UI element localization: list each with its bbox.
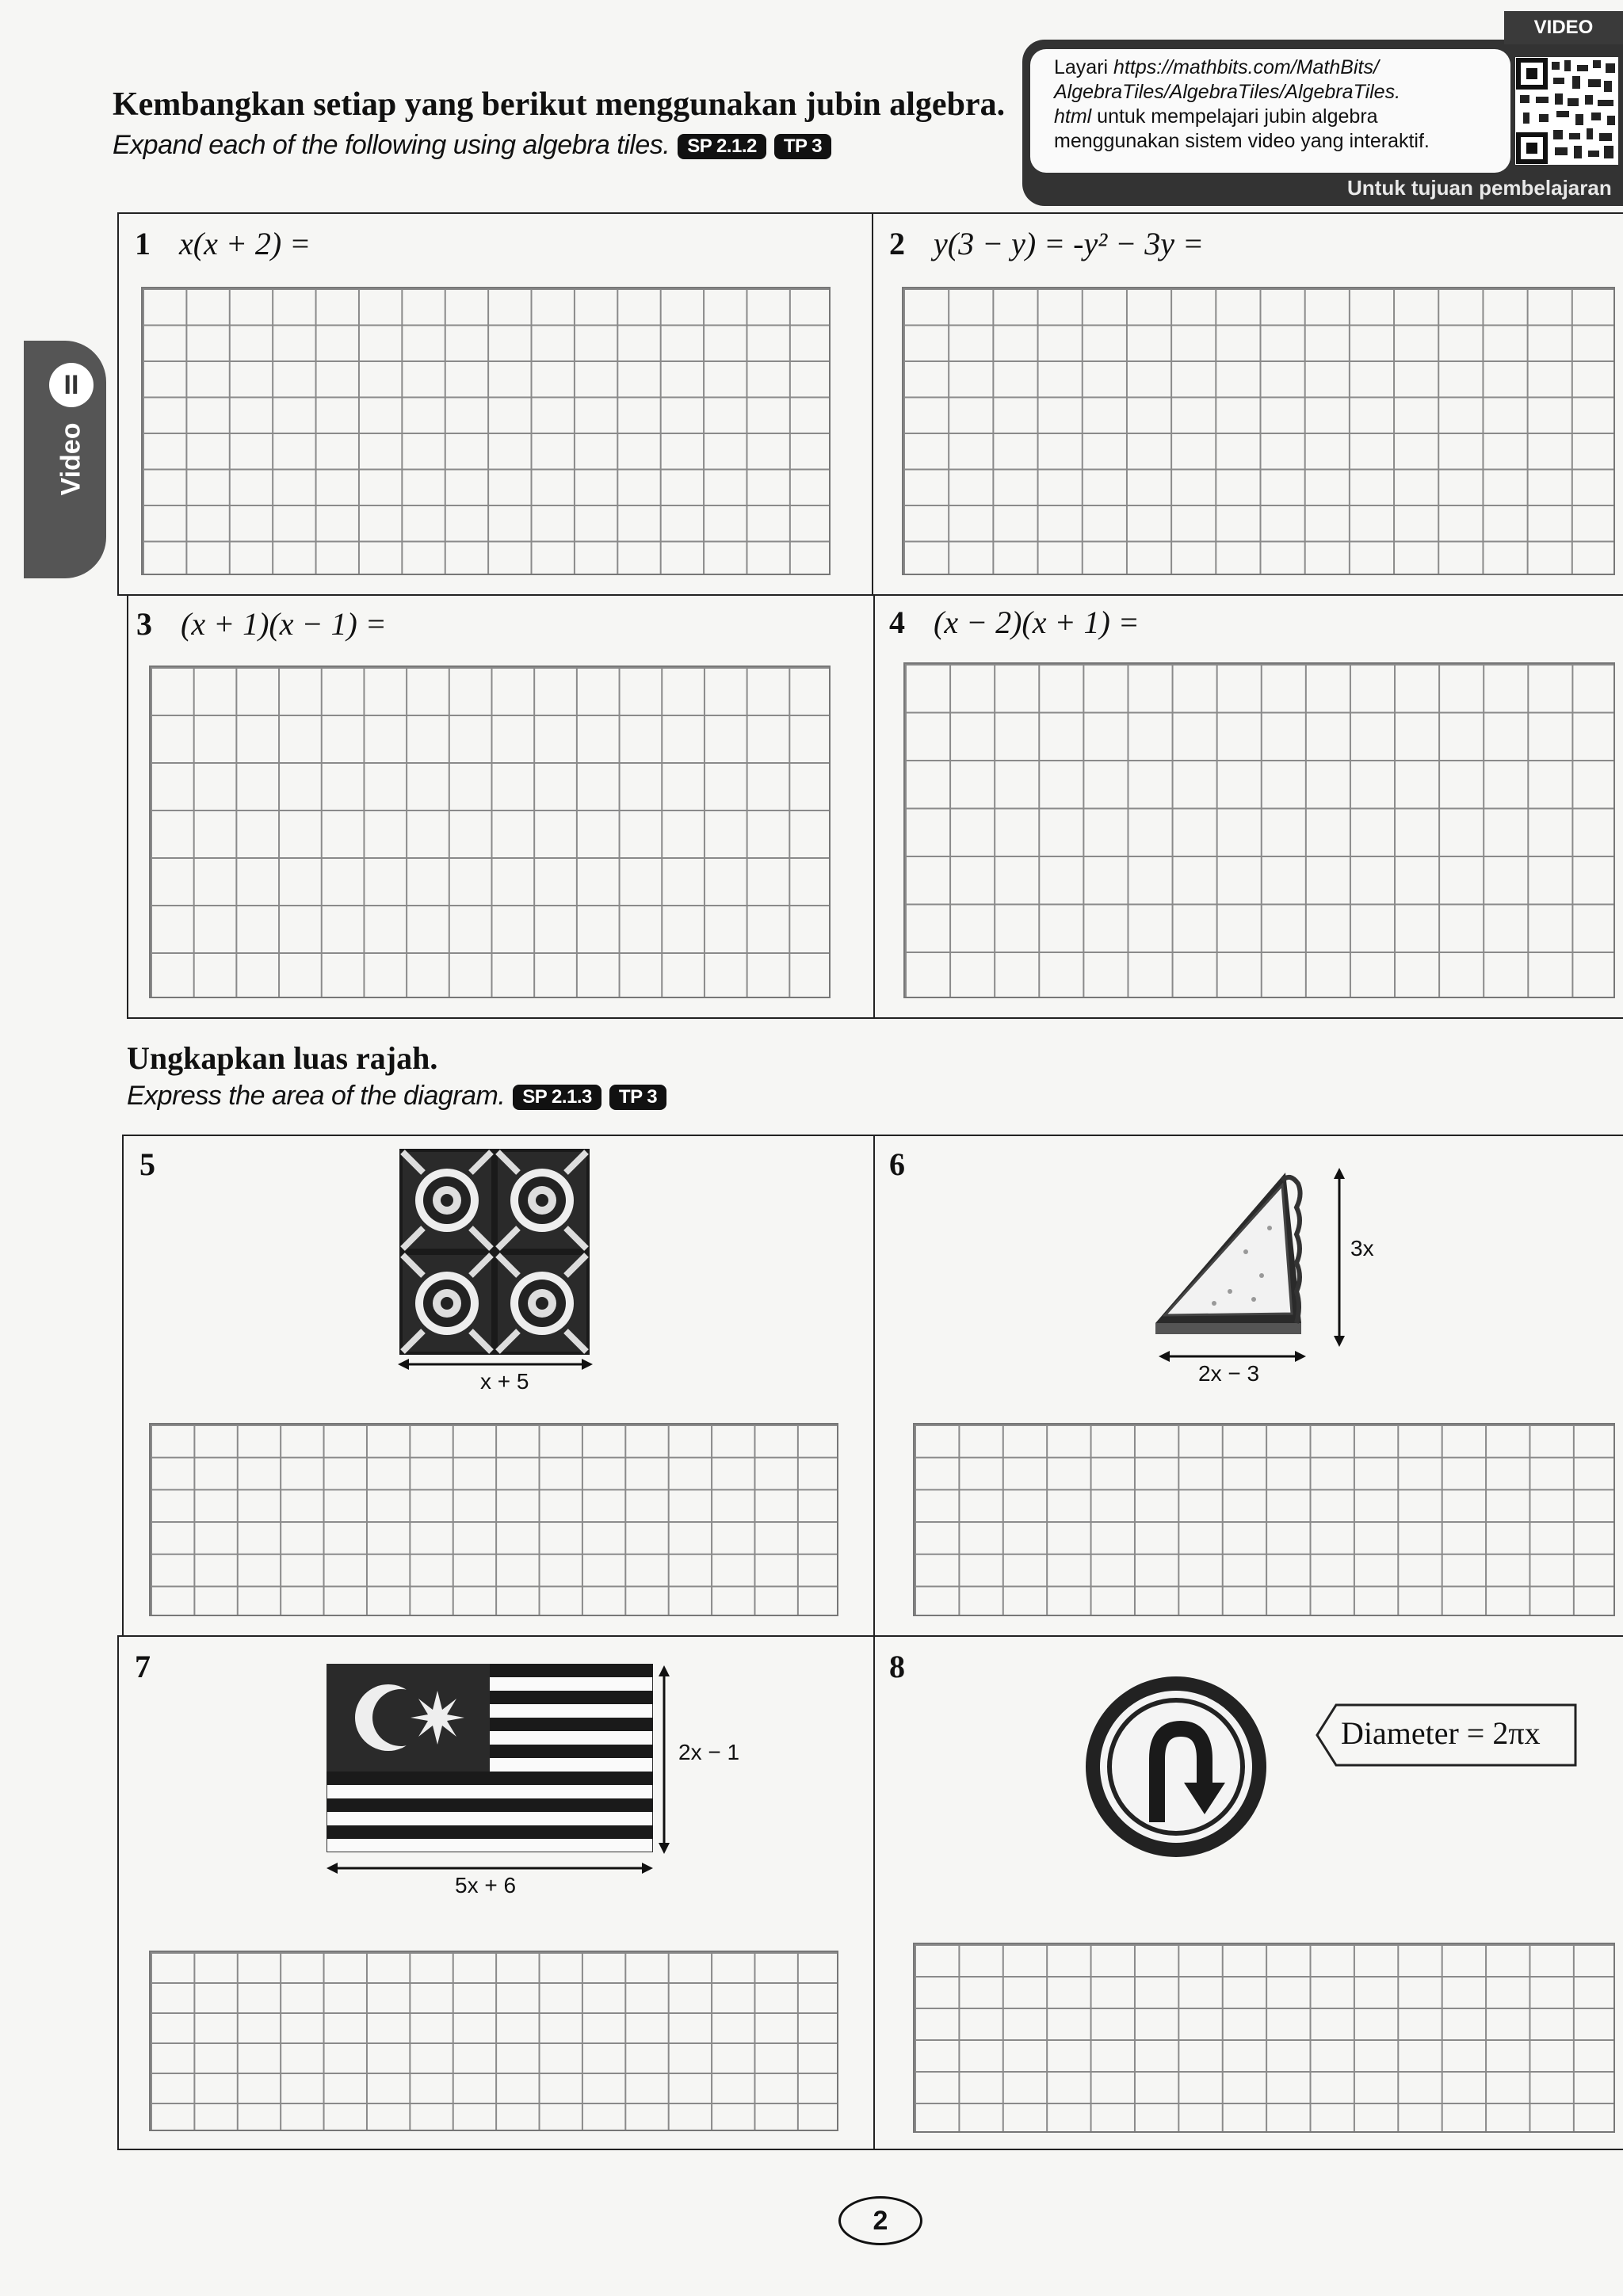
question-4-number: 4 <box>889 605 905 640</box>
question-4-expression: (x − 2)(x + 1) = <box>934 605 1140 640</box>
answer-grid-1[interactable] <box>141 287 831 575</box>
height-label-6: 3x <box>1350 1236 1374 1261</box>
section1-subtitle <box>113 130 831 161</box>
question-5-number: 5 <box>139 1146 155 1182</box>
qr-code-icon[interactable] <box>1515 57 1618 165</box>
answer-grid-2[interactable] <box>902 287 1615 575</box>
page-number: 2 <box>838 2196 922 2245</box>
sp-badge: SP 2.1.2 <box>678 134 766 159</box>
question-8-number: 8 <box>889 1649 905 1684</box>
answer-grid-8[interactable] <box>913 1943 1615 2133</box>
section1-title: Kembangkan setiap yang berikut menggunakan jubin algebra. <box>113 86 1006 123</box>
question-1-number: 1 <box>135 226 151 261</box>
question-2-number: 2 <box>889 226 905 261</box>
question-1-expression: x(x + 2) = <box>179 226 311 261</box>
video-tab: VIDEO <box>1504 11 1623 44</box>
video-info-text <box>1054 55 1506 154</box>
section2-subtitle-text: Express the area of the diagram. <box>127 1081 506 1111</box>
question-1-label <box>135 225 311 262</box>
u-turn-sign-icon <box>1081 1672 1271 1862</box>
question-6-number: 6 <box>889 1146 905 1182</box>
video-line4: menggunakan sistem video yang interaktif. <box>1054 130 1430 152</box>
video-url-part1[interactable]: https://mathbits.com/MathBits/ <box>1113 56 1379 78</box>
dimension-label-5: x + 5 <box>480 1369 529 1394</box>
width-label-7: 5x + 6 <box>455 1873 517 1897</box>
answer-grid-5[interactable] <box>149 1423 838 1616</box>
section2-title: Ungkapkan luas rajah. <box>127 1040 438 1076</box>
question-4-label <box>889 604 1140 641</box>
video-url-part3[interactable]: html <box>1054 105 1092 128</box>
height-arrow-7 <box>655 1664 674 1855</box>
answer-grid-6[interactable] <box>913 1423 1615 1616</box>
malaysia-flag-image <box>327 1664 653 1852</box>
question-3-label <box>136 605 387 643</box>
tp-badge-2: TP 3 <box>609 1085 666 1110</box>
tp-badge: TP 3 <box>774 134 831 159</box>
height-label-7: 2x − 1 <box>678 1740 740 1764</box>
question-2-label <box>889 225 1204 262</box>
video-line1-prefix: Layari <box>1054 56 1114 78</box>
batik-tile-image <box>399 1149 590 1355</box>
base-label-6: 2x − 3 <box>1198 1361 1260 1386</box>
video-footer-note: Untuk tujuan pembelajaran <box>1347 176 1612 200</box>
answer-grid-4[interactable] <box>903 662 1615 998</box>
height-arrow-6 <box>1330 1166 1349 1348</box>
sp-badge-2: SP 2.1.3 <box>513 1085 601 1110</box>
question-7-number: 7 <box>135 1649 151 1684</box>
video-line3: untuk mempelajari jubin algebra <box>1091 105 1378 128</box>
answer-grid-7[interactable] <box>149 1951 838 2131</box>
side-tab-number: II <box>49 363 94 407</box>
answer-grid-3[interactable] <box>149 666 831 998</box>
section2-subtitle <box>127 1081 666 1112</box>
question-3-number: 3 <box>136 606 152 642</box>
diameter-label-8: Diameter = 2πx <box>1341 1715 1541 1751</box>
sandwich-image <box>1151 1165 1309 1347</box>
side-tab-label: Video <box>55 422 86 496</box>
question-3-expression: (x + 1)(x − 1) = <box>181 606 387 642</box>
question-2-expression: y(3 − y) = -y² − 3y = <box>934 226 1204 261</box>
video-url-part2[interactable]: AlgebraTiles/AlgebraTiles/AlgebraTiles. <box>1054 81 1401 103</box>
section1-subtitle-text: Expand each of the following using algebra tiles. <box>113 130 670 160</box>
